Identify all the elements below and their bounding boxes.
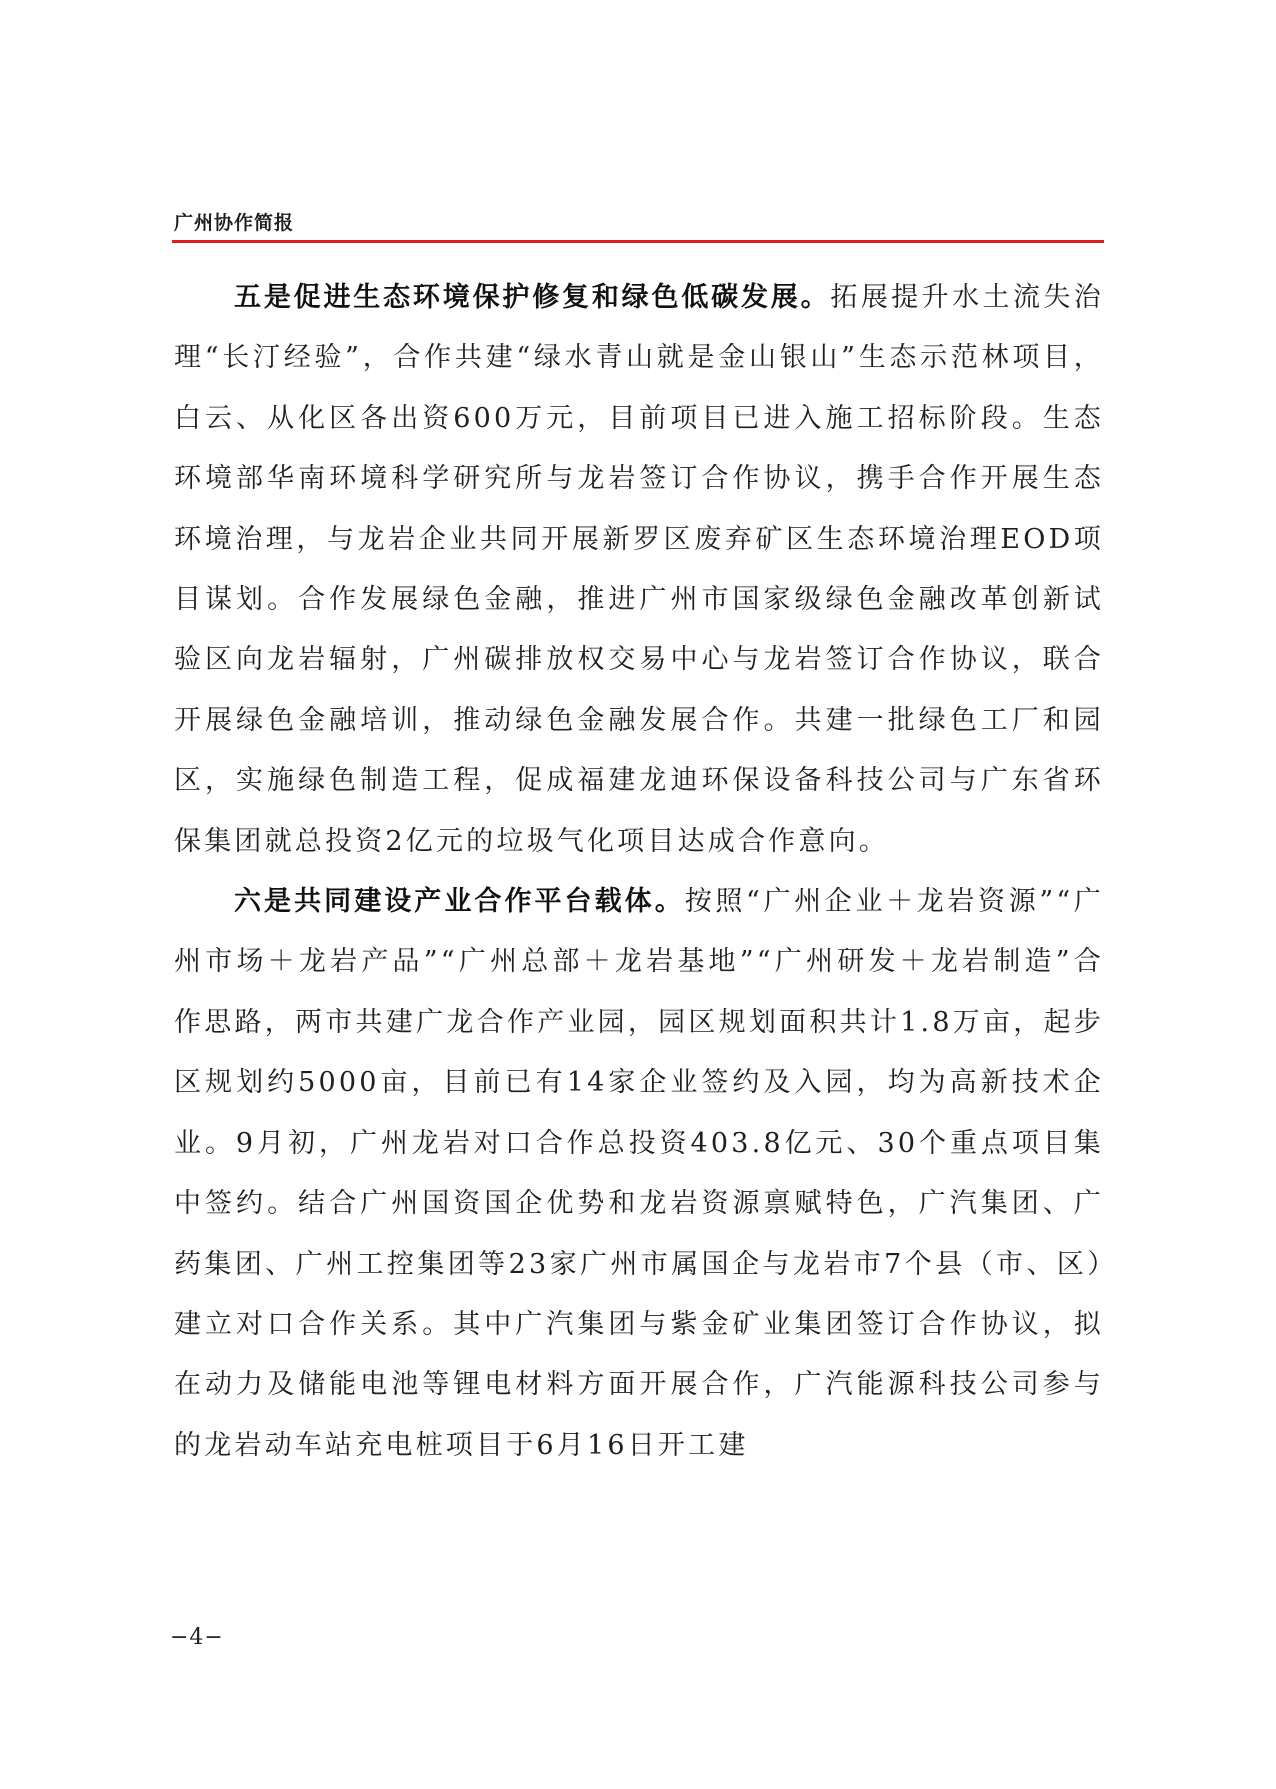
page-number: −4− bbox=[170, 1625, 224, 1650]
paragraph-text: 拓展提升水土流失治理“长汀经验”，合作共建“绿水青山就是金山银山”生态示范林项目，白云、从化区各出资600万元，目前项目已进入施工招标阶段。生态环境部华南环境科学研究所与龙岩签订合作协议，携手合作开展生态环境治理，与龙岩企业共同开展新罗区废弃矿区生态环境治理EOD项目谋划。合作发展绿色金融，推进广州市国家级绿色金融改革创新试验区向龙岩辐射，广州碳排放权交易中心与龙岩签订合作协议，联合开展绿色金融培训，推动绿色金融发展合作。共建一批绿色工厂和园区，实施绿色制造工程，促成福建龙迪环保设备科技公司与广东省环保集团就总投资2亿元的垃圾气化项目达成合作意向。 bbox=[174, 282, 1104, 857]
paragraph-lead: 五是促进生态环境保护修复和绿色低碳发展。 bbox=[234, 282, 831, 313]
bulletin-title: 广州协作简报 bbox=[174, 212, 295, 234]
paragraph-lead: 六是共同建设产业合作平台载体。 bbox=[234, 886, 685, 918]
paragraph-ecology bbox=[174, 268, 1104, 872]
paragraph-industry-platform bbox=[174, 872, 1104, 1476]
header-divider bbox=[172, 240, 1104, 243]
paragraph-text: 按照“广州企业＋龙岩资源”“广州市场＋龙岩产品”“广州总部＋龙岩基地”“广州研发＋龙岩制造”合作思路，两市共建广龙合作产业园，园区规划面积共计1.8万亩，起步区规划约5000亩，目前已有14家企业签约及入园，均为高新技术企业。9月初，广州龙岩对口合作总投资403.8亿元、30个重点项目集中签约。结合广州国资国企优势和龙岩资源禀赋特色，广汽集团、广药集团、广州工控集团等23家广州市属国企与龙岩市7个县（市、区）建立对口合作关系。其中广汽集团与紫金矿业集团签订合作协议，拟在动力及储能电池等锂电材料方面开展合作，广汽能源科技公司参与的龙岩动车站充电桩项目于6月16日开工建 bbox=[174, 886, 1104, 1461]
article-body bbox=[174, 268, 1104, 1476]
